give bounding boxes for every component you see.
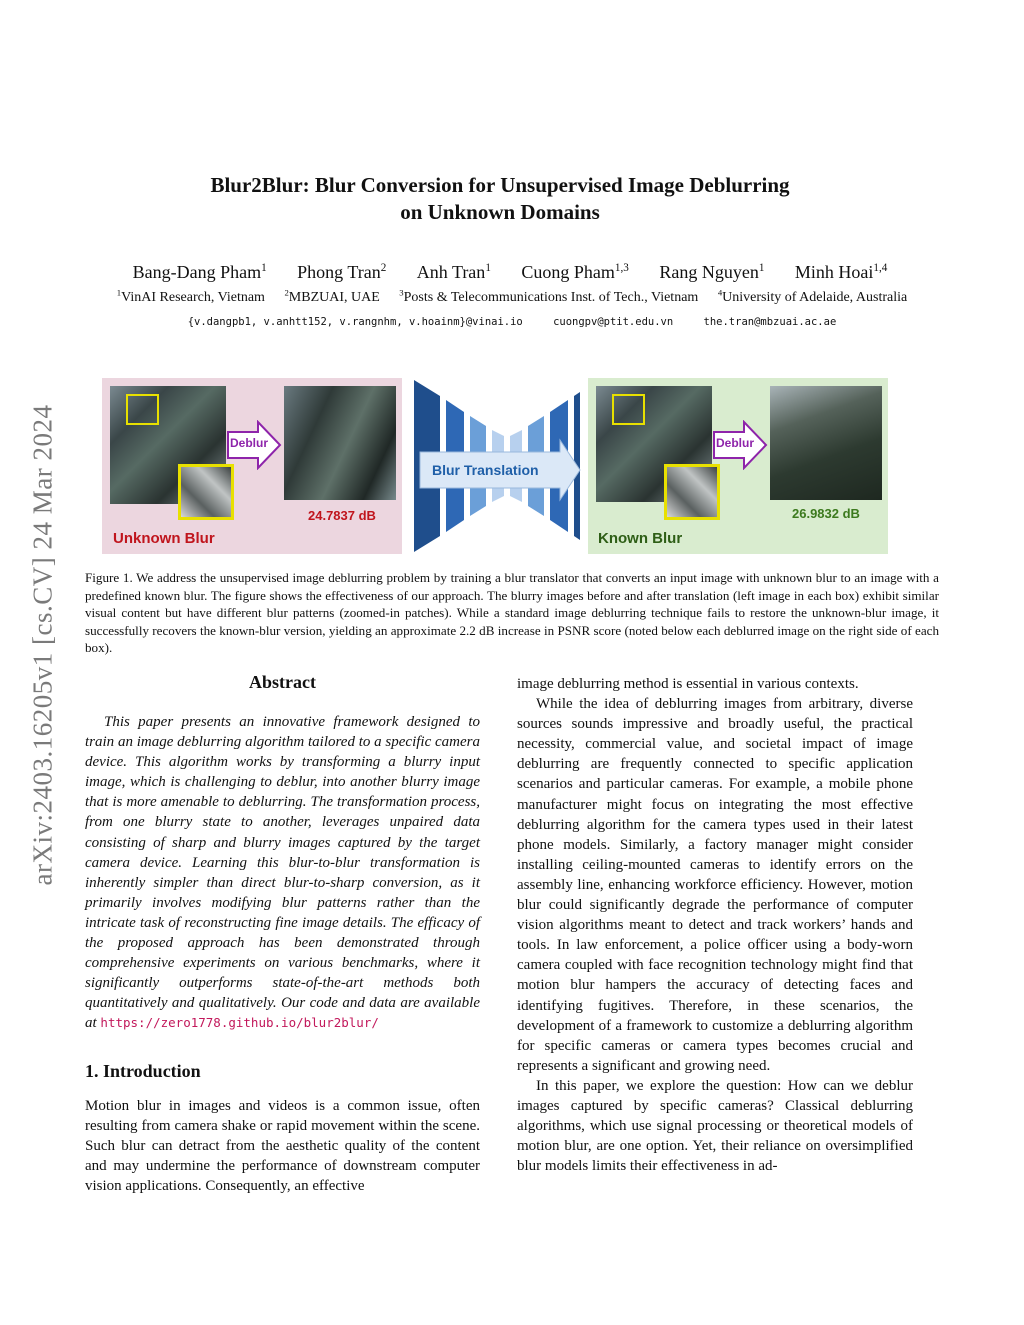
email: {v.dangpb1, v.anhtt152, v.rangnhm, v.hoainm}@vinai.io [187, 316, 523, 328]
intro-paragraph: Motion blur in images and videos is a common issue, often resulting from camera shake or rapid movement within the scene. Such blur can detract from the aesthetic quality of the content and may undermine the performance of downstream computer vision applications. Consequently, an effective [85, 1098, 480, 1195]
intro-body [85, 1096, 480, 1196]
intro-heading: 1. Introduction [85, 1061, 201, 1081]
author-list [80, 262, 940, 283]
known-blur-label: Known Blur [598, 530, 683, 547]
known-blur-panel [588, 378, 888, 554]
affiliation: $^1$VinAI Research, Vietnam [116, 287, 265, 305]
paper-title [120, 172, 880, 226]
unknown-blur-panel [102, 378, 402, 554]
email-list [60, 316, 964, 328]
unknown-blur-deblurred-image [284, 386, 396, 500]
affiliation-list [60, 287, 964, 306]
author: Anh Tran$^1$ [416, 262, 491, 282]
left-psnr-value: 24.7837 dB [308, 508, 376, 523]
affiliation: $^4$University of Adelaide, Australia [717, 287, 908, 305]
figure-1 [102, 378, 892, 556]
paragraph: In this paper, we explore the question: How can we deblur images captured by specific cameras? Classical deblurring algorithms, which use signal processing or theoretical models of motion blur, are one option. Yet, their reliance on oversimplified blur models limits their effectiveness in ad- [517, 1077, 913, 1175]
author: Cuong Pham$^{1,3}$ [521, 262, 629, 282]
unknown-blur-label: Unknown Blur [113, 530, 215, 547]
email: cuongpv@ptit.edu.vn [553, 316, 674, 328]
arxiv-sidebar-stamp [18, 340, 68, 950]
title-line-1: Blur2Blur: Blur Conversion for Unsupervised Image Deblurring [210, 173, 790, 197]
author: Bang-Dang Pham$^1$ [132, 262, 267, 282]
figure-caption: Figure 1. We address the unsupervised image deblurring problem by training a blur translator that converts an input image with unknown blur to an image with a predefined known blur. The figure shows the effectiveness of our approach. The blurry images before and after translation (left image in each box) exhibit similar visual content but have different blur patterns (zoomed-in patches). While a standard image deblurring technique fails to restore the unknown-blur image, it successfully recovers the known-blur version, yielding an approximate 2.2 dB increase in PSNR score (noted below each deblurred image on the right side of each box). [85, 570, 939, 656]
paragraph: While the idea of deblurring images from arbitrary, diverse sources sounds impressive and broadly useful, the practical necessity, commercial value, and societal impact of image deblurring are frequently connected to specific application scenarios and particular cameras. For example, a mobile phone manufacturer might focus on integrating the most effective deblurring algorithm for the camera types used in their latest phone models. Similarly, a factory manager might consider installing ceiling-mounted cameras to identify errors on the assembly line, enhancing workforce efficiency. However, motion blur could significantly degrade the performance of computer vision algorithms meant to detect and track workers’ hands and tools. In law enforcement, a police officer using a body-worn camera coupled with face recognition technology might find that motion blur hampers the accuracy of detecting faces and identifying fugitives. Therefore, in these scenarios, the development of a framework to customize a deblurring algorithm for specific cameras or camera types becomes crucial and represents a significant and growing need. [517, 696, 913, 1074]
blur-translation-label: Blur Translation [432, 462, 539, 478]
abstract-heading: Abstract [249, 672, 316, 692]
author: Phong Tran$^2$ [297, 262, 387, 282]
right-psnr-value: 26.9832 dB [792, 506, 860, 521]
known-blur-deblurred-image [770, 386, 882, 500]
author: Rang Nguyen$^1$ [659, 262, 765, 282]
right-column-body [517, 674, 913, 1176]
title-line-2: on Unknown Domains [400, 200, 600, 224]
deblur-label: Deblur [716, 436, 755, 450]
email: the.tran@mbzuai.ac.ae [703, 316, 837, 328]
paragraph: image deblurring method is essential in various contexts. [517, 676, 859, 692]
arxiv-id: arXiv:2403.16205v1 [cs.CV] 24 Mar 2024 [27, 404, 58, 886]
deblur-label: Deblur [230, 436, 269, 450]
zoom-region-marker [612, 394, 645, 425]
abstract-text: This paper presents an innovative framework designed to train an image deblurring algorithm tailored to a specific camera device. This algorithm works by transforming a blurry input image, which is challenging to deblur, into another blurry image that is more amenable to deblurring. The transformation process, from one blurry state to another, leverages unpaired data consisting of sharp and blurry images captured by the target camera device. Learning this blur-to-blur transformation is inherently simpler than direct blur-to-sharp conversion, as it primarily involves modifying blur patterns rather than the intricate task of reconstructing fine image details. The efficacy of the proposed approach has been demonstrated through comprehensive experiments on various benchmarks, where it significantly outperforms state-of-the-art methods both quantitatively and qualitatively. Our code and data are available at [85, 714, 480, 1032]
author: Minh Hoai$^{1,4}$ [794, 262, 888, 282]
zoomed-patch [664, 464, 720, 520]
zoomed-patch [178, 464, 234, 520]
affiliation: $^3$Posts & Telecommunications Inst. of Tech., Vietnam [399, 287, 699, 305]
project-link[interactable]: https://zero1778.github.io/blur2blur/ [100, 1015, 379, 1031]
zoom-region-marker [126, 394, 159, 425]
affiliation: $^2$MBZUAI, UAE [284, 287, 380, 305]
abstract-body [85, 712, 480, 1034]
